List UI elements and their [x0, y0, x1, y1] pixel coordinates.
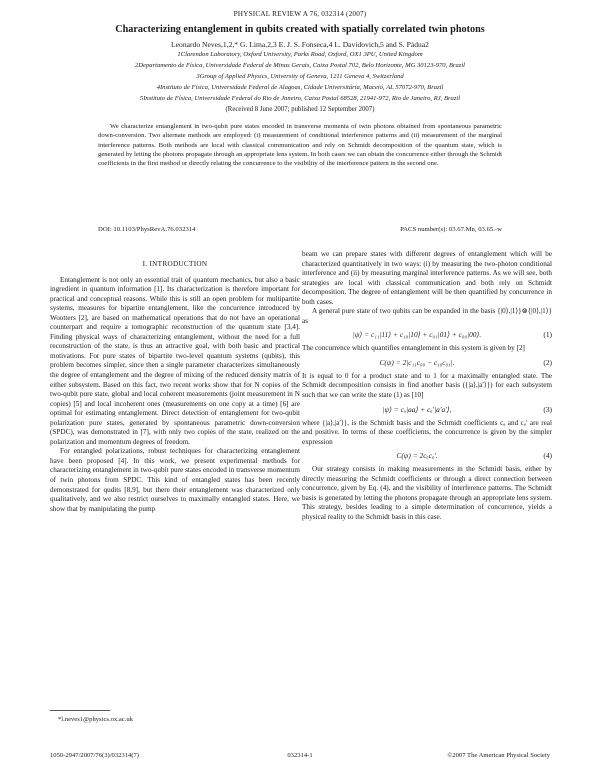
paper-title: Characterizing entanglement in qubits created with spatially correlated twin photons	[115, 24, 485, 35]
author-list: Leonardo Neves,1,2,* G. Lima,2,3 E. J. S. Fonseca,4 L. Davidovich,5 and S. Pádua2	[171, 40, 429, 49]
equation-number: (2)	[543, 357, 552, 367]
equation-expression: C(ψ) = 2cₐcₐ′.	[396, 451, 438, 461]
footnote-email: *l.neves1@physics.ox.ac.uk	[58, 716, 133, 723]
paragraph: Entanglement is not only an essential trait of quantum mechanics, but also a basic ingredient in quantum information [1]. Its characterization is therefore important for practical and conceptual reasons. While this is still an open problem for multipartite systems, measures for bipartite entanglement, like the concurrence introduced by Wootters [2], are based on mathematical operations that do not have an operational counterpart and require a tomographic reconstruction of the quantum state [3,4]. Finding physical ways of characterizing entanglement, without the need for a full reconstruction of the state, is thus an attractive goal, with both basic and practical motivations. For pure states of bipartite two-level quantum systems (qubits), this problem becomes simpler, since then a single parameter characterizes simultaneously the degree of entanglement and the degree of mixing of the reduced density matrix of either subsystem. Based on this fact, two recent works show that for N copies of the two-qubit pure state, global and local coherent measurements (joint measurement in N copies) [5] and local incoherent ones (measurements on one copy at a time) [6] are optimal for estimating entanglement. Direct detection of entanglement for two-qubit polarization pure states, generated by spontaneous parametric down-conversion (SPDC), was demonstrated in [7], with only two copies of the state, realized on the polarization and momentum degrees of freedom.	[50, 275, 300, 446]
paragraph: beam we can prepare states with different degrees of entanglement which will be characterized quantitatively in two ways: (i) by measuring the two-photon conditional interference and (ii) by measuring marginal interference patterns. As we will see, both strategies are local with classical communication and both rely on Schmidt decomposition. The degree of entanglement will be then quantified by concurrence in both cases.	[302, 250, 552, 306]
paragraph: A general pure state of two qubits can be expanded in the basis {|0⟩,|1⟩}⊗{|0⟩,|1⟩} as	[302, 307, 552, 325]
received-date: (Received 8 June 2007; published 12 September 2007)	[225, 106, 375, 113]
equation-expression: C(ψ) = 2|c₁₁c₀₀ − c₁₀c₀₁|.	[379, 357, 455, 367]
affiliation: 2Departamento de Física, Universidade Federal de Minas Gerais, Caixa Postal 702, Belo Horizonte, MG 30123-970, Brazil	[134, 62, 465, 69]
left-column	[50, 260, 300, 514]
abstract: We characterize entanglement in two-qubit pure states encoded in transverse momenta of twin photons obtained from spontaneous parametric down-conversion. Two alternate methods are employed: (i) measurement of conditional interference patterns and (ii) measurement of the marginal interference patterns. Both methods are local with classical communication and rely on Schmidt decomposition of the quantum state, which is generated by letting the photons propagate through an appropriate lens system. In both cases we can obtain the concurrence either through the Schmidt coefficients in the first method or directly relating the concurrence to the visibility of the interference pattern in the second one.	[98, 123, 502, 168]
affiliation: 3Group of Applied Physics, University of Geneva, 1211 Geneva 4, Switzerland	[196, 73, 404, 80]
footnote-divider	[50, 710, 110, 711]
equation-expression: |ψ⟩ = c₁₁|11⟩ + c₁₀|10⟩ + c₀₁|01⟩ + c₀₀|00⟩.	[352, 330, 482, 340]
equation-number: (4)	[543, 451, 552, 461]
paragraph: where {|a⟩,|a′⟩}, is the Schmidt basis and the Schmidt coefficients cₐ and cₐ′ are real and positive. In terms of these coefficients, the concurrence is given by the simpler expression	[302, 418, 552, 446]
affiliation: 1Clarendon Laboratory, Oxford University, Parks Road, Oxford, OX1 3PU, United Kingdom	[177, 51, 423, 58]
right-column	[302, 250, 552, 522]
paragraph: It is equal to 0 for a product state and to 1 for a maximally entangled state. The Schmidt decomposition consists in find another basis ({|a⟩,|a′⟩}) for each subsystem such that we can write the state (1) as [10]	[302, 371, 552, 400]
equation-1	[302, 326, 552, 344]
footer-issn: 1050-2947/2007/76(3)/032314(7)	[50, 752, 140, 759]
footer-page-number: 032314-1	[287, 752, 313, 759]
paragraph: For entangled polarizations, robust techniques for characterizing entanglement have been proposed [4]. In this work, we present experimental methods for characterizing entanglement in two-qubit pure states encoded in transverse momentum of twin photons from SPDC. This kind of entangled states has been recently demonstrated for qudits [8,9], but there their entanglement was characterized only qualitatively, and we also restrict ourselves to maximally entangled states. Here, we show that by manipulating the pump	[50, 447, 300, 513]
affiliation: 4Instituto de Física, Universidade Federal de Alagoas, Cidade Universitária, Maceió, AL 57072-970, Brazil	[156, 84, 444, 91]
footer-copyright: ©2007 The American Physical Society	[447, 752, 550, 759]
journal-header: PHYSICAL REVIEW A 76, 032314 (2007)	[233, 10, 367, 18]
doi-link[interactable]: 10.1103/PhysRevA.76.032314	[113, 226, 196, 233]
affiliation: 5Instituto de Física, Universidade Federal do Rio de Janeiro, Caixa Postal 68528, 21941-972, Rio de Janeiro, RJ, Brazil	[139, 95, 461, 102]
equation-3	[302, 401, 552, 419]
doi	[98, 226, 195, 233]
equation-number: (3)	[543, 404, 552, 414]
paragraph: The concurrence which quantifies entanglement in this system is given by [2]	[302, 344, 525, 353]
section-heading: I. INTRODUCTION	[142, 260, 208, 268]
equation-2	[302, 354, 552, 372]
pacs-numbers: PACS number(s): 03.67.Mn, 03.65.-w	[400, 226, 502, 233]
equation-4	[302, 447, 552, 465]
equation-number: (1)	[543, 330, 552, 340]
doi-prefix: DOI:	[98, 226, 114, 233]
equation-expression: |ψ⟩ = cₐ|aa⟩ + cₐ′|a′a′⟩,	[382, 404, 452, 414]
paragraph: Our strategy consists in making measurements in the Schmidt basis, either by directly measuring the Schmidt coefficients or through a direct connection between concurrence, given by Eq. (4), and the visibility of interference patterns. The Schmidt basis is generated by letting the photons propagate through an appropriate lens system. This strategy, besides leading to a simple determination of concurrence, yields a physical reality to the Schmidt basis in this case.	[302, 465, 552, 521]
